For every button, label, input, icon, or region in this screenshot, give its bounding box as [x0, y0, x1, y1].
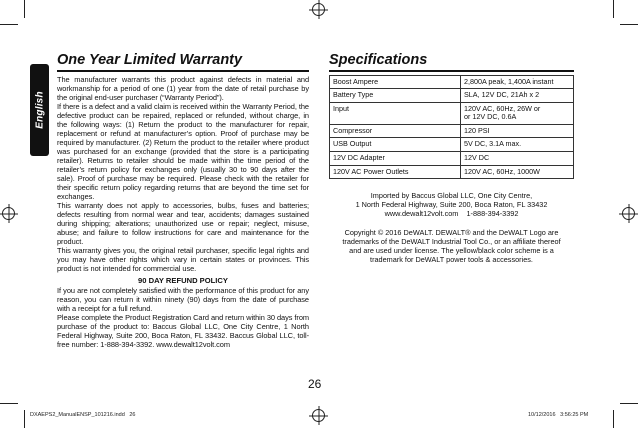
- registration-mark-bottom: [312, 409, 325, 422]
- crop-mark: [24, 0, 25, 18]
- language-tab-label: English: [34, 91, 45, 129]
- crop-mark: [0, 24, 18, 25]
- crop-mark: [24, 410, 25, 428]
- spec-value: 120V AC, 60Hz, 1000W: [461, 165, 574, 179]
- crop-mark: [613, 410, 614, 428]
- importer-info: [329, 191, 574, 218]
- file-slug: DXAEPS2_ManualENSP_101216.indd 26: [30, 412, 136, 418]
- importer-line: Imported by Baccus Global LLC, One City Centre,: [370, 191, 533, 201]
- spec-label: Input: [330, 102, 461, 124]
- table-row: [330, 89, 574, 103]
- spec-value: 120 PSI: [461, 124, 574, 138]
- warranty-paragraph: This warranty does not apply to accessories, bulbs, fuses and batteries; defects resulting from normal wear and tear, accidents; damages sustained during shipping; alterations; unauthorized use or repair; neglect, misuse, abuse; and failure to follow instructions for care and maintenance for the product.: [57, 201, 309, 247]
- warranty-title: One Year Limited Warranty: [57, 52, 243, 68]
- spec-label: 120V AC Power Outlets: [330, 165, 461, 179]
- table-row: [330, 75, 574, 89]
- warranty-paragraph: If there is a defect and a valid claim is received within the Warranty Period, the defective product can be repaired, replaced or refunded, without charge, in the following ways: (1) Return the product to the manufacturer for repair, replacement or refund at manufacturer’s option. Proof of purchase may be required by manufacturer. (2) Return the product to the retailer where product was purchased for an exchange (provided that the store is a participating retailer). Returns to retailer should be made within the time period of the retailer’s return policy for exchanges only (usually 30 to 90 days after the sale). Proof of purchase may be required. Please check with the retailer for their specific return policy regarding returns that are beyond the time set for exchanges.: [57, 101, 309, 202]
- registration-mark-right: [622, 207, 635, 220]
- warranty-section: [57, 52, 309, 349]
- registration-mark-left: [2, 207, 15, 220]
- refund-paragraph: If you are not completely satisfied with the performance of this product for any reason, you can return it within ninety (90) days from the date of purchase with a receipt for a full refund.: [57, 285, 309, 313]
- language-tab: [30, 64, 49, 156]
- registration-mark-top: [312, 3, 325, 16]
- page-number: 26: [308, 377, 322, 391]
- copyright-notice: [329, 228, 574, 264]
- copyright-line: trademark for DeWALT power tools & accessories.: [370, 255, 533, 265]
- spec-value: 2,800A peak, 1,400A instant: [461, 75, 574, 89]
- importer-line: 1 North Federal Highway, Suite 200, Boca Raton, FL 33432: [355, 200, 548, 210]
- print-timestamp: 10/12/2016 3:56:25 PM: [528, 412, 589, 418]
- copyright-line: Copyright © 2016 DeWALT. DEWALT® and the DeWALT Logo are: [344, 228, 559, 238]
- table-row: [330, 124, 574, 138]
- warranty-paragraph: This warranty gives you, the original retail purchaser, specific legal rights and you may have other rights which vary in certain states or provinces. This product is not intended for commercial use.: [57, 246, 309, 274]
- crop-mark: [0, 403, 18, 404]
- copyright-line: trademarks of the DeWALT Industrial Tool Co., or an affiliate thereof: [342, 237, 561, 247]
- spec-value: 12V DC: [461, 152, 574, 166]
- specifications-table: [329, 75, 574, 180]
- table-row: [330, 165, 574, 179]
- spec-label: Boost Ampere: [330, 75, 461, 89]
- table-row: [330, 102, 574, 124]
- warranty-paragraph: The manufacturer warrants this product against defects in material and workmanship for a period of one (1) year from the date of retail purchase by the original end-user purchaser (“Warranty Period”).: [57, 74, 309, 102]
- crop-mark: [613, 0, 614, 18]
- refund-policy-title: 90 DAY REFUND POLICY: [138, 275, 228, 285]
- table-row: [330, 138, 574, 152]
- refund-paragraph: Please complete the Product Registration Card and return within 30 days from purchase of the product to: Baccus Global LLC, One City Centre, 1 North Federal Highway, Suite 200, Boca Raton, FL 33432. Baccus Global LLC, toll-free number: 1-888-394-3392. www.dewalt12volt.com: [57, 312, 309, 349]
- table-row: [330, 152, 574, 166]
- spec-label: Compressor: [330, 124, 461, 138]
- importer-line: www.dewalt12volt.com 1-888-394-3392: [384, 209, 519, 219]
- crop-mark: [620, 403, 638, 404]
- spec-value: 5V DC, 3.1A max.: [461, 138, 574, 152]
- title-rule: [329, 70, 574, 72]
- spec-value: 120V AC, 60Hz, 26W or or 12V DC, 0.6A: [461, 102, 574, 124]
- spec-label: USB Output: [330, 138, 461, 152]
- specifications-title: Specifications: [329, 52, 428, 68]
- spec-label: 12V DC Adapter: [330, 152, 461, 166]
- spec-label: Battery Type: [330, 89, 461, 103]
- spec-value: SLA, 12V DC, 21Ah x 2: [461, 89, 574, 103]
- crop-mark: [620, 24, 638, 25]
- copyright-line: and are used under license. The yellow/black color scheme is a: [349, 246, 554, 256]
- title-rule: [57, 70, 309, 72]
- specifications-section: [329, 52, 574, 264]
